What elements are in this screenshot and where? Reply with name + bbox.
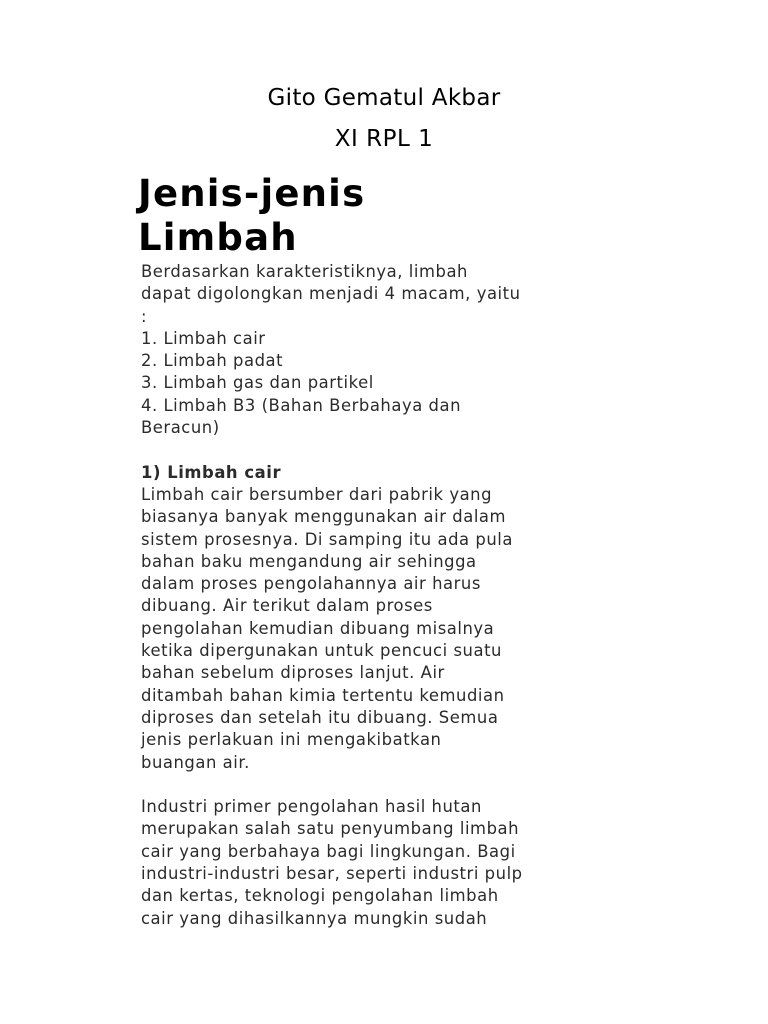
list-item: 3. Limbah gas dan partikel (141, 373, 374, 393)
text-line: dapat digolongkan menjadi 4 macam, yaitu (141, 284, 521, 304)
text-line: ketika dipergunakan untuk pencuci suatu (141, 641, 502, 661)
text-line: buangan air. (141, 752, 250, 772)
text-line: bahan sebelum diproses lanjut. Air (141, 663, 445, 683)
waste-types-list (141, 328, 651, 439)
title-line: Limbah (138, 216, 298, 259)
text-line: dan kertas, teknologi pengolahan limbah (141, 886, 499, 906)
text-line: industri-industri besar, seperti industri pulp (141, 864, 523, 884)
section-paragraph-1 (141, 484, 651, 774)
list-item: Beracun) (141, 418, 220, 438)
list-item: 2. Limbah padat (141, 351, 284, 371)
text-line: Berdasarkan karakteristiknya, limbah (141, 262, 468, 281)
text-line: Limbah cair bersumber dari pabrik yang (141, 484, 493, 504)
text-line: jenis perlakuan ini mengakibatkan (141, 730, 442, 750)
text-line: Industri primer pengolahan hasil hutan (141, 797, 482, 817)
text-line: cair yang berbahaya bagi lingkungan. Bagi (141, 841, 516, 861)
text-line: merupakan salah satu penyumbang limbah (141, 819, 520, 839)
intro-paragraph (141, 261, 651, 328)
spacer (141, 439, 651, 461)
text-line: cair yang dihasilkannya mungkin sudah (141, 908, 488, 928)
list-item: 4. Limbah B3 (Bahan Berbahaya dan (141, 395, 462, 415)
title-line: Jenis-jenis (138, 172, 366, 215)
class-name: XI RPL 1 (334, 126, 434, 152)
text-line: : (141, 306, 148, 326)
text-line: ditambah bahan kimia tertentu kemudian (141, 685, 505, 705)
author-name: Gito Gematul Akbar (267, 85, 501, 111)
text-line: biasanya banyak menggunakan air dalam (141, 507, 507, 527)
text-line: sistem prosesnya. Di samping itu ada pula (141, 529, 513, 549)
text-line: bahan baku mengandung air sehingga (141, 551, 477, 571)
spacer (141, 774, 651, 796)
text-line: dalam proses pengolahannya air harus (141, 574, 481, 594)
list-item: 1. Limbah cair (141, 328, 266, 348)
document-body (141, 261, 651, 930)
document-title (138, 172, 658, 260)
text-line: pengolahan kemudian dibuang misalnya (141, 618, 495, 638)
text-line: dibuang. Air terikut dalam proses (141, 596, 433, 616)
section-heading: 1) Limbah cair (141, 462, 282, 482)
section-paragraph-2 (141, 796, 651, 930)
text-line: diproses dan setelah itu dibuang. Semua (141, 707, 499, 727)
